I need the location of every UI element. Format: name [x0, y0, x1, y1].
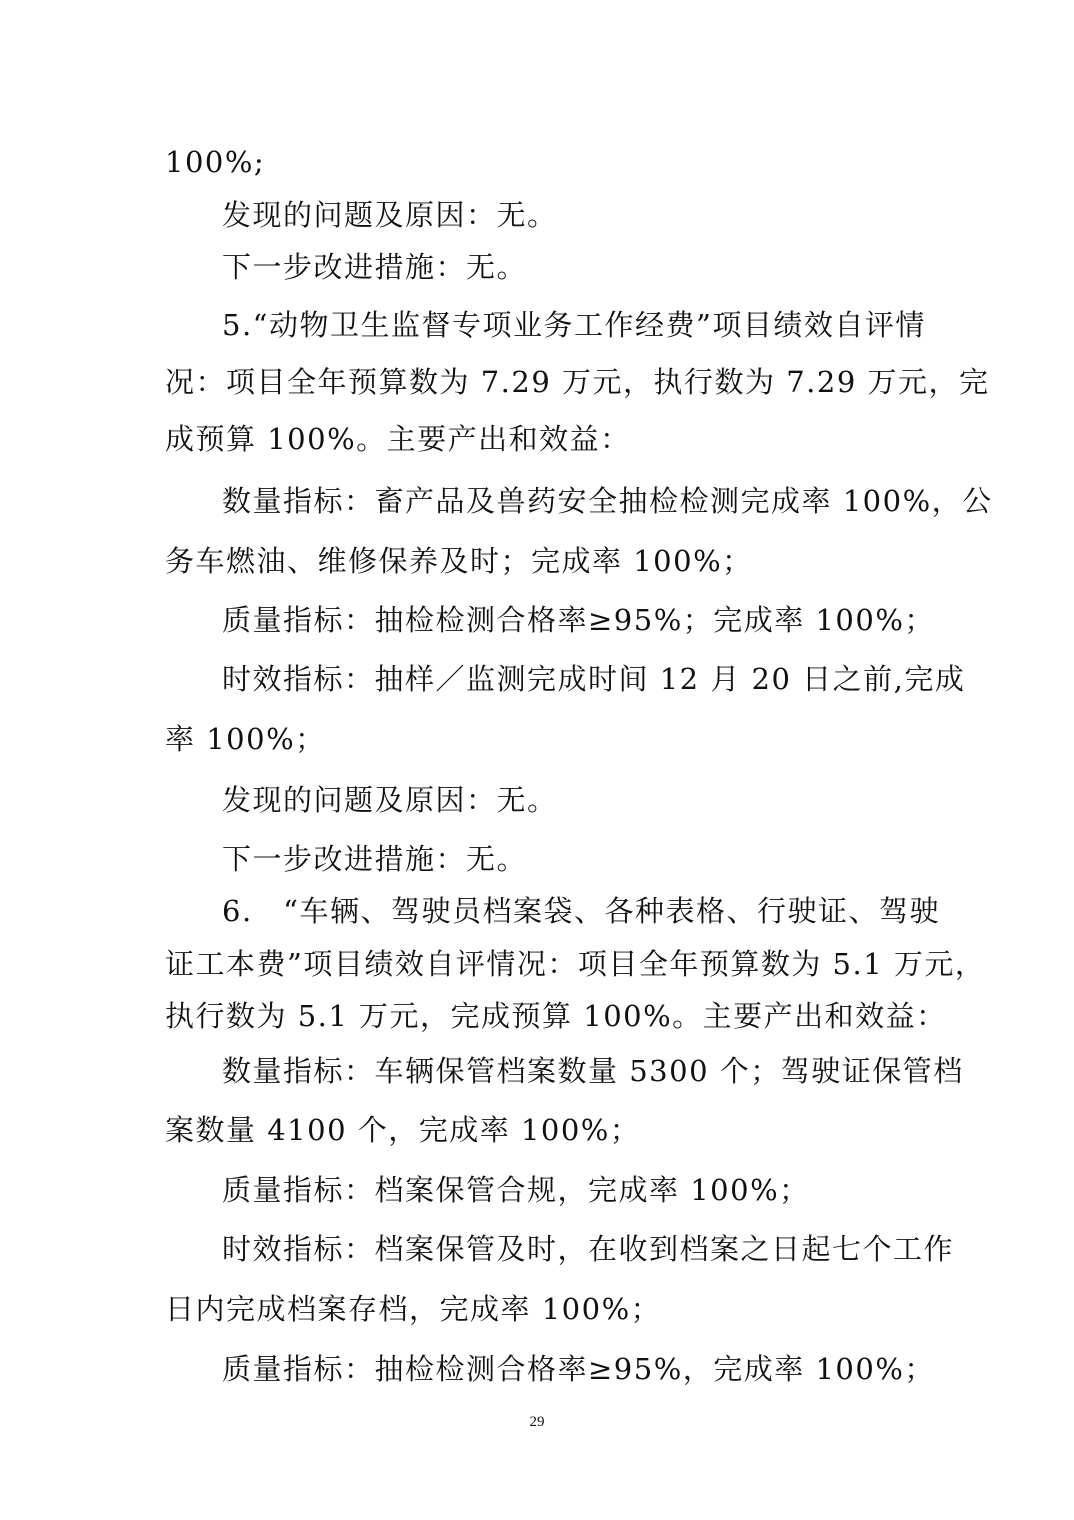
text-line: 质量指标：抽检检测合格率≥95%，完成率 100%；: [222, 1352, 935, 1386]
text-line: 证工本费”项目绩效自评情况：项目全年预算数为 5.1 万元，: [165, 947, 986, 981]
text-line: 时效指标：抽样／监测完成时间 12 月 20 日之前,完成: [222, 662, 966, 696]
text-line: 质量指标：抽检检测合格率≥95%；完成率 100%；: [222, 603, 935, 637]
text-line: 率 100%；: [165, 722, 326, 756]
text-line: 发现的问题及原因：无。: [222, 783, 558, 817]
text-line: 5.“动物卫生监督专项业务工作经费”项目绩效自评情: [222, 308, 926, 342]
text-line: 发现的问题及原因：无。: [222, 198, 558, 232]
text-line: 数量指标：畜产品及兽药安全抽检检测完成率 100%，公: [222, 484, 993, 518]
text-line: 数量指标：车辆保管档案数量 5300 个；驾驶证保管档: [222, 1054, 964, 1088]
text-line: 时效指标：档案保管及时，在收到档案之日起七个工作: [222, 1232, 955, 1266]
text-line: 日内完成档案存档，完成率 100%；: [165, 1292, 662, 1326]
text-line: 6. “车辆、驾驶员档案袋、各种表格、行驶证、驾驶: [222, 894, 940, 928]
text-line: 质量指标：档案保管合规，完成率 100%；: [222, 1173, 810, 1207]
text-line: 下一步改进措施：无。: [222, 842, 528, 876]
text-line: 成预算 100%。主要产出和效益：: [165, 422, 631, 456]
text-line: 下一步改进措施：无。: [222, 250, 528, 284]
text-line: 案数量 4100 个，完成率 100%；: [165, 1113, 641, 1147]
text-line: 执行数为 5.1 万元，完成预算 100%。主要产出和效益：: [165, 999, 947, 1033]
text-line: 务车燃油、维修保养及时；完成率 100%；: [165, 544, 753, 578]
page-number: 29: [529, 1414, 545, 1430]
text-line: 100%;: [165, 145, 266, 179]
text-line: 况：项目全年预算数为 7.29 万元，执行数为 7.29 万元，完: [165, 365, 990, 399]
